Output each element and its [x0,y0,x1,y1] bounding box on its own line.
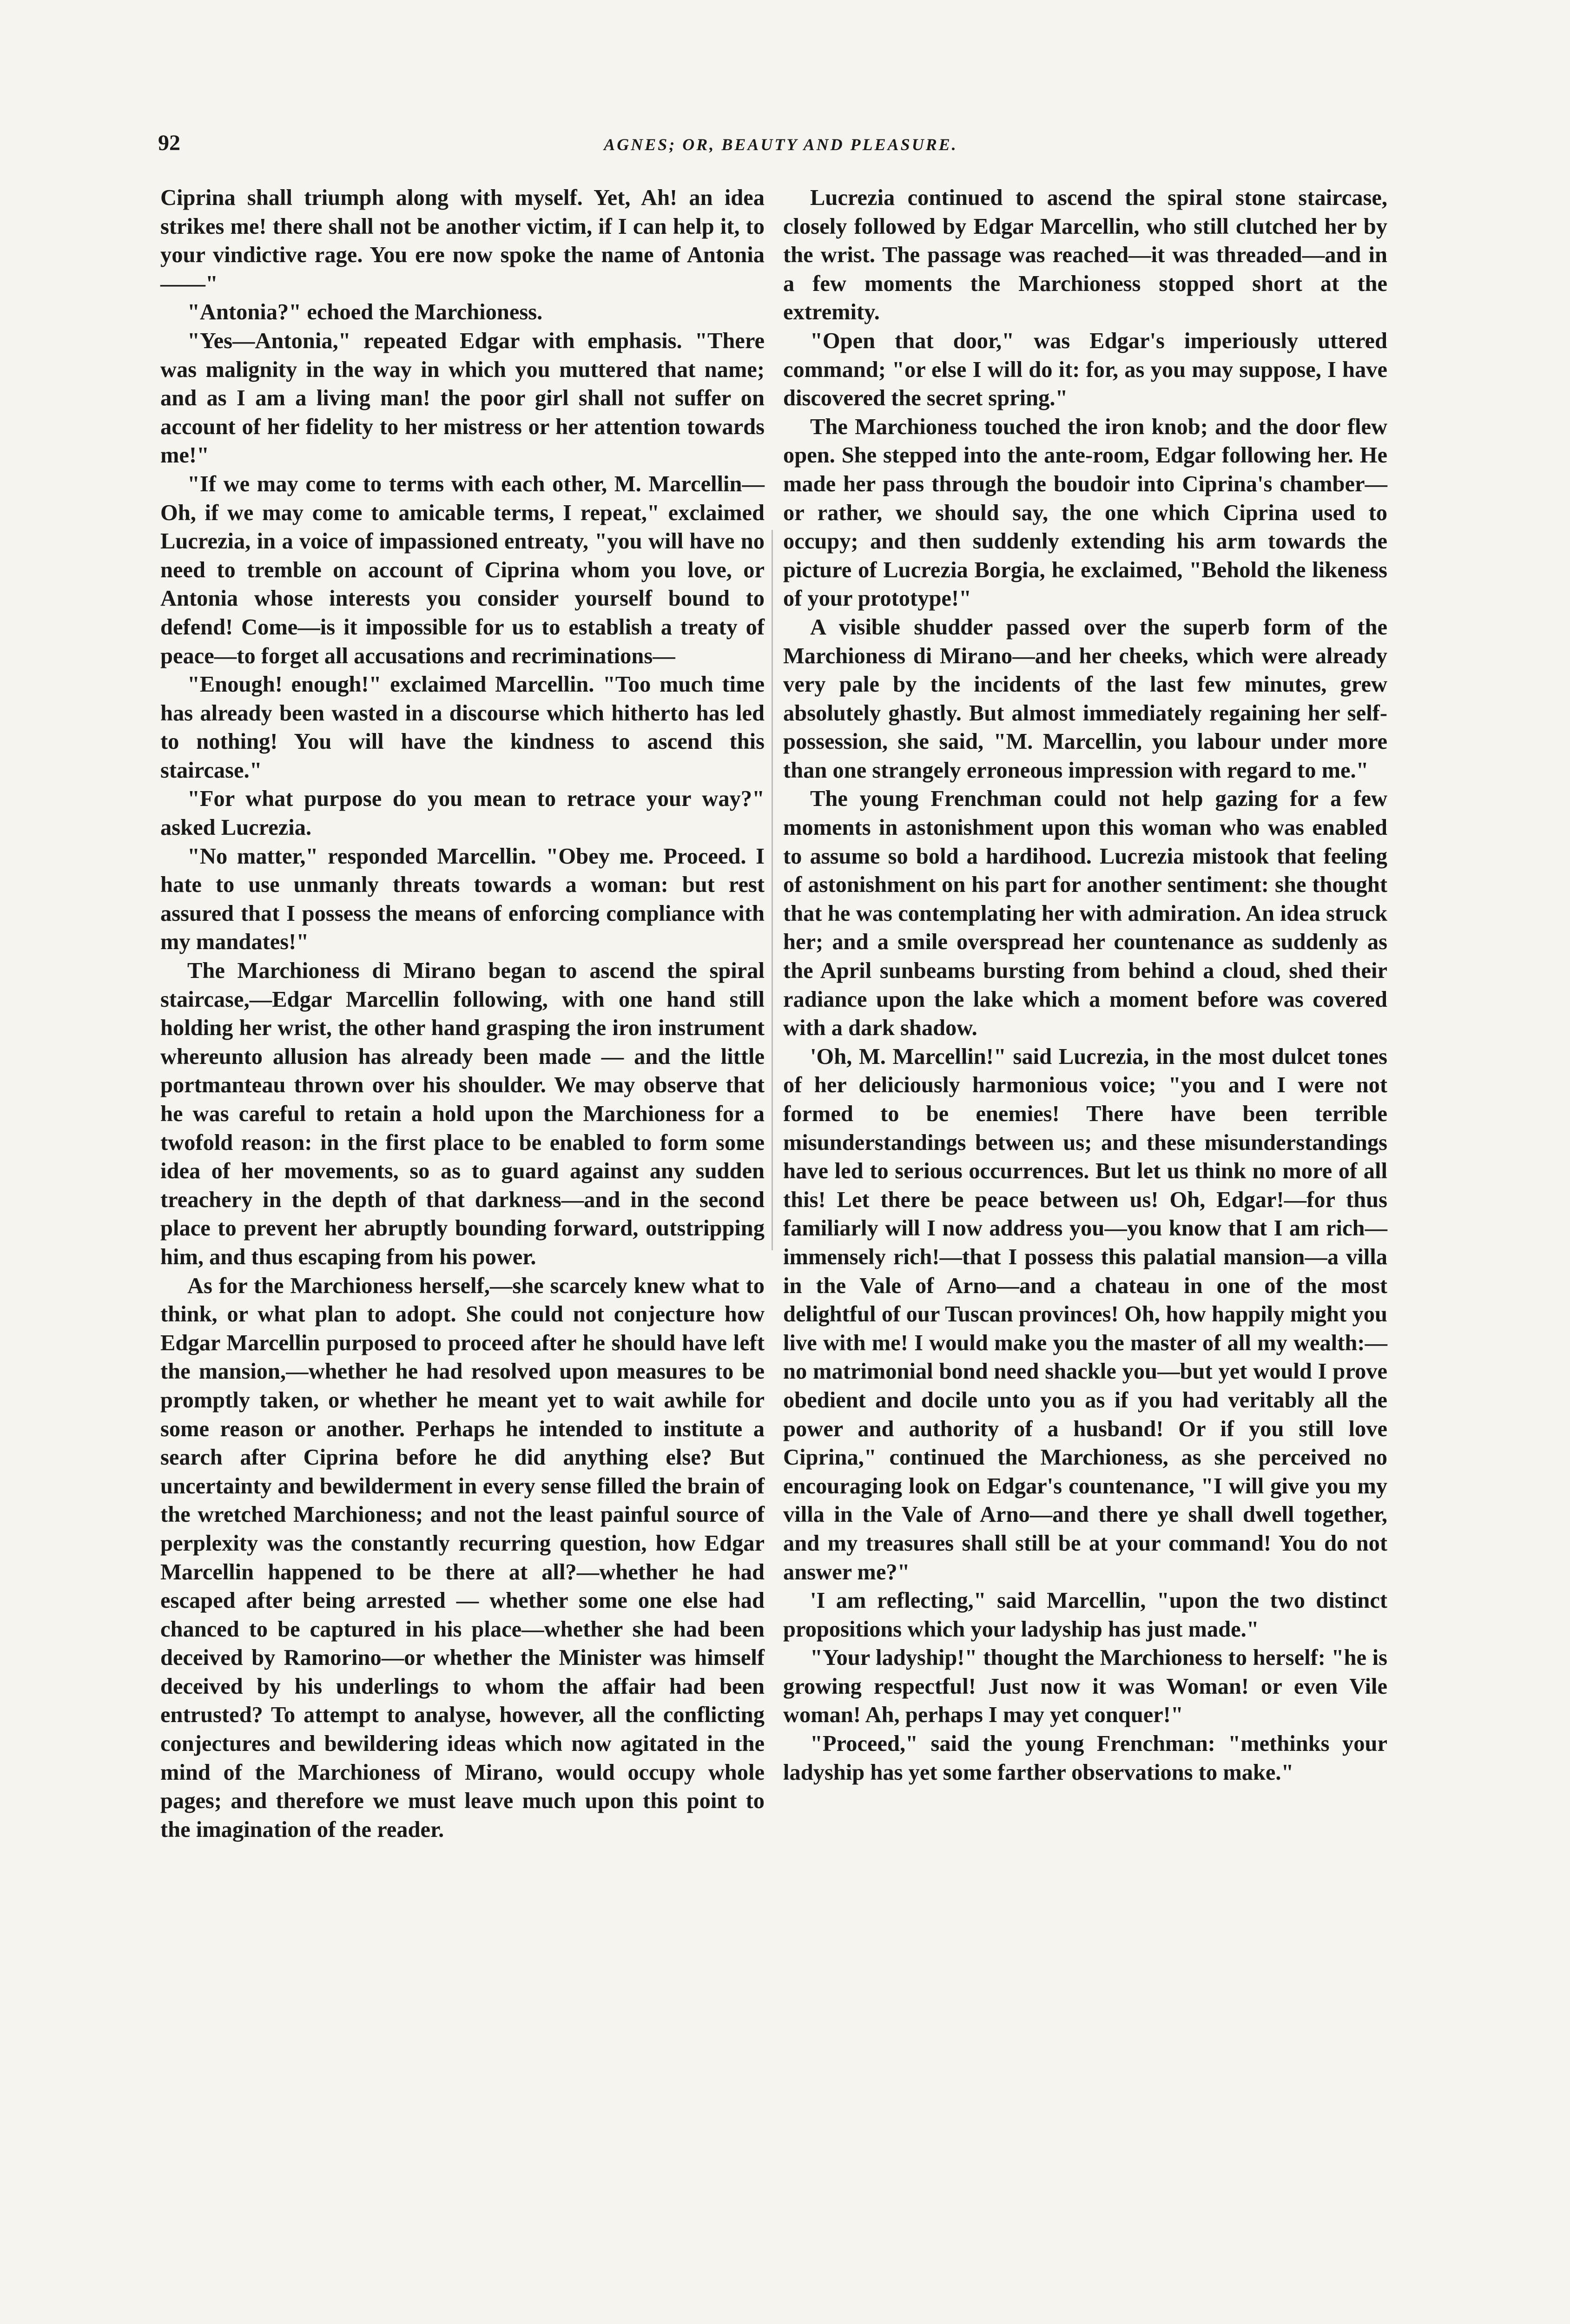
paragraph: "Antonia?" echoed the Marchioness. [187,300,543,325]
left-text-column [160,184,765,1844]
paragraph: As for the Marchioness herself,—she scarcely knew what to think, or what plan to adopt. She could not conjecture how Edgar Marcellin purposed to proceed after he should have left the mansion,—whether he had resolved upon measures to be promptly taken, or whether he meant yet to wait awhile for some reason or another. Perhaps he intended to institute a search after Ciprina before he did anything else? But uncertainty and bewilderment in every sense filled the brain of the wretched Marchioness; and not the least painful source of perplexity was the constantly recurring question, how Edgar Marcellin happened to be there at all?—whether he had escaped after being arrested — whether some one else had chanced to be captured in his place—whether she had been deceived by Ramorino—or whether the Minister was himself deceived by his underlings to whom the affair had been entrusted? To attempt to analyse, however, all the conflicting conjectures and bewildering ideas which now agitated in the mind of the Marchioness of Mirano, would occupy whole pages; and therefore we must leave much upon this point to the imagination of the reader. [160,1273,765,1842]
paragraph: The Marchioness touched the iron knob; and the door flew open. She stepped into the ante-room, Edgar following her. He made her pass through the boudoir into Ciprina's chamber—or rather, we should say, the one which Ciprina used to occupy; and then suddenly extending his arm towards the picture of Lucrezia Borgia, he exclaimed, "Behold the likeness of your prototype!" [783,414,1387,611]
paragraph: A visible shudder passed over the superb form of the Marchioness di Mirano—and her cheeks, which were already very pale by the incidents of the last few minutes, grew absolutely ghastly. But almost immediately regaining her self-possession, she said, "M. Marcellin, you labour under more than one strangely erroneous impression with regard to me." [783,614,1387,783]
paragraph: "Open that door," was Edgar's imperiously uttered command; "or else I will do it: for, as you may suppose, I have discovered the secret spring." [783,328,1387,411]
paragraph: "Proceed," said the young Frenchman: "methinks your ladyship has yet some farther observations to make." [783,1731,1387,1785]
page-number: 92 [158,131,180,155]
column-divider [772,530,773,1250]
paragraph: "Your ladyship!" thought the Marchioness to herself: "he is growing respectful! Just now it was Woman! or even Vile woman! Ah, perhaps I may yet conquer!" [783,1645,1387,1728]
paragraph: Lucrezia continued to ascend the spiral stone staircase, closely followed by Edgar Marcellin, who still clutched her by the wrist. The passage was reached—it was threaded—and in a few moments the Marchioness stopped short at the extremity. [783,185,1387,325]
paragraph: 'I am reflecting," said Marcellin, "upon the two distinct propositions which your ladyship has just made." [783,1588,1387,1642]
paragraph: The young Frenchman could not help gazing for a few moments in astonishment upon this woman who was enabled to assume so bold a hardihood. Lucrezia mistook that feeling of astonishment on his part for another sentiment: she thought that he was contemplating her with admiration. An idea struck her; and a smile overspread her countenance as suddenly as the April sunbeams bursting from behind a cloud, shed their radiance upon the lake which a moment before was covered with a dark shadow. [783,786,1387,1041]
paragraph: "Yes—Antonia," repeated Edgar with emphasis. "There was malignity in the way in which you muttered that name; and as I am a living man! the poor girl shall not suffer on account of her fidelity to her mistress or her attention towards me!" [160,328,765,468]
page-header [158,130,1404,172]
paragraph: "No matter," responded Marcellin. "Obey me. Proceed. I hate to use unmanly threats towards a woman: but rest assured that I possess the means of enforcing compliance with my mandates!" [160,844,765,955]
paragraph: "Enough! enough!" exclaimed Marcellin. "Too much time has already been wasted in a discourse which hitherto has led to nothing! You will have the kindness to ascend this staircase." [160,672,765,783]
paragraph: Ciprina shall triumph along with myself. Yet, Ah! an idea strikes me! there shall not be another victim, if I can help it, to your vindictive rage. You ere now spoke the name of Antonia——" [160,185,765,296]
paragraph: "If we may come to terms with each other, M. Marcellin—Oh, if we may come to amicable terms, I repeat," exclaimed Lucrezia, in a voice of impassioned entreaty, "you will have no need to tremble on account of Ciprina whom you love, or Antonia whose interests you consider yourself bound to defend! Come—is it impossible for us to establish a treaty of peace—to forget all accusations and recriminations— [160,471,765,668]
right-text-column [783,184,1387,1787]
paragraph: The Marchioness di Mirano began to ascend the spiral staircase,—Edgar Marcellin following, with one hand still holding her wrist, the other hand grasping the iron instrument whereunto allusion has already been made — and the little portmanteau thrown over his shoulder. We may observe that he was careful to retain a hold upon the Marchioness for a twofold reason: in the first place to be enabled to form some idea of her movements, so as to guard against any sudden treachery in the depth of that darkness—and in the second place to prevent her abruptly bounding forward, outstripping him, and thus escaping from his power. [160,958,765,1269]
running-title: AGNES; OR, BEAUTY AND PLEASURE. [604,135,958,154]
paragraph: "For what purpose do you mean to retrace your way?" asked Lucrezia. [160,786,765,840]
paragraph: 'Oh, M. Marcellin!" said Lucrezia, in the most dulcet tones of her deliciously harmonious voice; "you and I were not formed to be enemies! There have been terrible misunderstandings between us; and these misunderstandings have led to serious occurrences. But let us think no more of all this! Let there be peace between us! Oh, Edgar!—for thus familiarly will I now address you—you know that I am rich—immensely rich!—that I possess this palatial mansion—a villa in the Vale of Arno—and a chateau in one of the most delightful of our Tuscan provinces! Oh, how happily might you live with me! I would make you the master of all my wealth:—no matrimonial bond need shackle you—but yet would I prove obedient and docile unto you as if you had veritably all the power and authority of a husband! Or if you still love Ciprina," continued the Marchioness, as she perceived no encouraging look on Edgar's countenance, "I will give you my villa in the Vale of Arno—and there ye shall dwell together, and my treasures shall still be at your command! You do not answer me?" [783,1044,1387,1585]
